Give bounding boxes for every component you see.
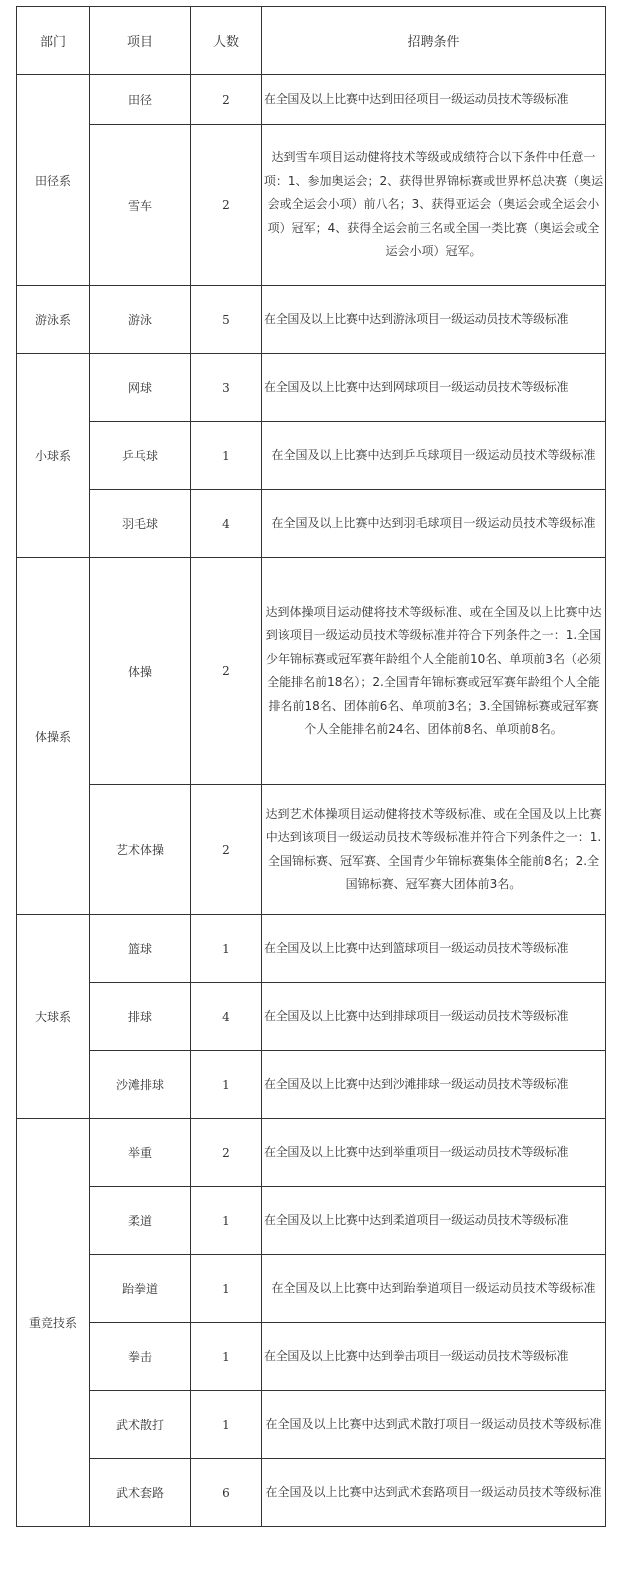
count-cell: 5: [191, 286, 262, 354]
cond-cell: 在全国及以上比赛中达到沙滩排球一级运动员技术等级标准: [262, 1051, 606, 1119]
item-cell: 沙滩排球: [90, 1051, 191, 1119]
cond-cell: 在全国及以上比赛中达到网球项目一级运动员技术等级标准: [262, 354, 606, 422]
item-cell: 篮球: [90, 915, 191, 983]
item-cell: 举重: [90, 1119, 191, 1187]
cond-cell: 达到艺术体操项目运动健将技术等级标准、或在全国及以上比赛中达到该项目一级运动员技术等级标准并符合下列条件之一：1.全国锦标赛、冠军赛、全国青少年锦标赛集体全能前8名；2.全国锦标赛、冠军赛大团体前3名。: [262, 785, 606, 915]
count-cell: 2: [191, 558, 262, 785]
count-cell: 1: [191, 1391, 262, 1459]
item-cell: 雪车: [90, 125, 191, 286]
table-row: [17, 286, 606, 354]
table-row: [17, 915, 606, 983]
cond-cell: 达到雪车项目运动健将技术等级或成绩符合以下条件中任意一项：1、参加奥运会；2、获得世界锦标赛或世界杯总决赛（奥运会或全运会小项）前八名；3、获得亚运会（奥运会或全运会小项）冠军；4、获得全运会前三名或全国一类比赛（奥运会或全运会小项）冠军。: [262, 125, 606, 286]
table-row: [17, 1119, 606, 1187]
item-cell: 拳击: [90, 1323, 191, 1391]
count-cell: 2: [191, 125, 262, 286]
cond-cell: 在全国及以上比赛中达到跆拳道项目一级运动员技术等级标准: [262, 1255, 606, 1323]
table-row: [17, 1323, 606, 1391]
item-cell: 柔道: [90, 1187, 191, 1255]
dept-cell: 大球系: [17, 915, 90, 1119]
table-row: [17, 75, 606, 125]
cond-cell: 达到体操项目运动健将技术等级标准、或在全国及以上比赛中达到该项目一级运动员技术等级标准并符合下列条件之一：1.全国少年锦标赛或冠军赛年龄组个人全能前10名、单项前3名（必须全能排名前18名）；2.全国青年锦标赛或冠军赛年龄组个人全能排名前18名、团体前6名、单项前3名；3.全国锦标赛或冠军赛个人全能排名前24名、团体前8名、单项前8名。: [262, 558, 606, 785]
table-row: [17, 125, 606, 286]
table-row: [17, 490, 606, 558]
header-dept: 部门: [17, 7, 90, 75]
count-cell: 4: [191, 983, 262, 1051]
dept-cell: 游泳系: [17, 286, 90, 354]
header-cond: 招聘条件: [262, 7, 606, 75]
count-cell: 3: [191, 354, 262, 422]
dept-cell: 小球系: [17, 354, 90, 558]
table-row: [17, 422, 606, 490]
cond-cell: 在全国及以上比赛中达到羽毛球项目一级运动员技术等级标准: [262, 490, 606, 558]
cond-cell: 在全国及以上比赛中达到排球项目一级运动员技术等级标准: [262, 983, 606, 1051]
item-cell: 游泳: [90, 286, 191, 354]
count-cell: 4: [191, 490, 262, 558]
dept-cell: 重竞技系: [17, 1119, 90, 1527]
count-cell: 2: [191, 75, 262, 125]
count-cell: 1: [191, 915, 262, 983]
item-cell: 网球: [90, 354, 191, 422]
item-cell: 艺术体操: [90, 785, 191, 915]
table-row: [17, 1459, 606, 1527]
table-row: [17, 1391, 606, 1459]
count-cell: 2: [191, 785, 262, 915]
recruitment-table: [16, 6, 606, 1527]
cond-cell: 在全国及以上比赛中达到乒乓球项目一级运动员技术等级标准: [262, 422, 606, 490]
item-cell: 乒乓球: [90, 422, 191, 490]
cond-cell: 在全国及以上比赛中达到篮球项目一级运动员技术等级标准: [262, 915, 606, 983]
dept-cell: 田径系: [17, 75, 90, 286]
count-cell: 1: [191, 1255, 262, 1323]
cond-cell: 在全国及以上比赛中达到举重项目一级运动员技术等级标准: [262, 1119, 606, 1187]
cond-cell: 在全国及以上比赛中达到柔道项目一级运动员技术等级标准: [262, 1187, 606, 1255]
item-cell: 排球: [90, 983, 191, 1051]
item-cell: 羽毛球: [90, 490, 191, 558]
count-cell: 1: [191, 1323, 262, 1391]
table-row: [17, 354, 606, 422]
count-cell: 6: [191, 1459, 262, 1527]
count-cell: 1: [191, 422, 262, 490]
cond-cell: 在全国及以上比赛中达到武术散打项目一级运动员技术等级标准: [262, 1391, 606, 1459]
count-cell: 2: [191, 1119, 262, 1187]
table-header-row: [17, 7, 606, 75]
item-cell: 田径: [90, 75, 191, 125]
header-item: 项目: [90, 7, 191, 75]
count-cell: 1: [191, 1187, 262, 1255]
count-cell: 1: [191, 1051, 262, 1119]
item-cell: 体操: [90, 558, 191, 785]
cond-cell: 在全国及以上比赛中达到游泳项目一级运动员技术等级标准: [262, 286, 606, 354]
cond-cell: 在全国及以上比赛中达到武术套路项目一级运动员技术等级标准: [262, 1459, 606, 1527]
cond-cell: 在全国及以上比赛中达到田径项目一级运动员技术等级标准: [262, 75, 606, 125]
dept-cell: 体操系: [17, 558, 90, 915]
item-cell: 跆拳道: [90, 1255, 191, 1323]
table-row: [17, 983, 606, 1051]
table-row: [17, 1187, 606, 1255]
table-row: [17, 1051, 606, 1119]
cond-cell: 在全国及以上比赛中达到拳击项目一级运动员技术等级标准: [262, 1323, 606, 1391]
item-cell: 武术散打: [90, 1391, 191, 1459]
table-row: [17, 1255, 606, 1323]
table-row: [17, 558, 606, 785]
header-count: 人数: [191, 7, 262, 75]
item-cell: 武术套路: [90, 1459, 191, 1527]
table-row: [17, 785, 606, 915]
